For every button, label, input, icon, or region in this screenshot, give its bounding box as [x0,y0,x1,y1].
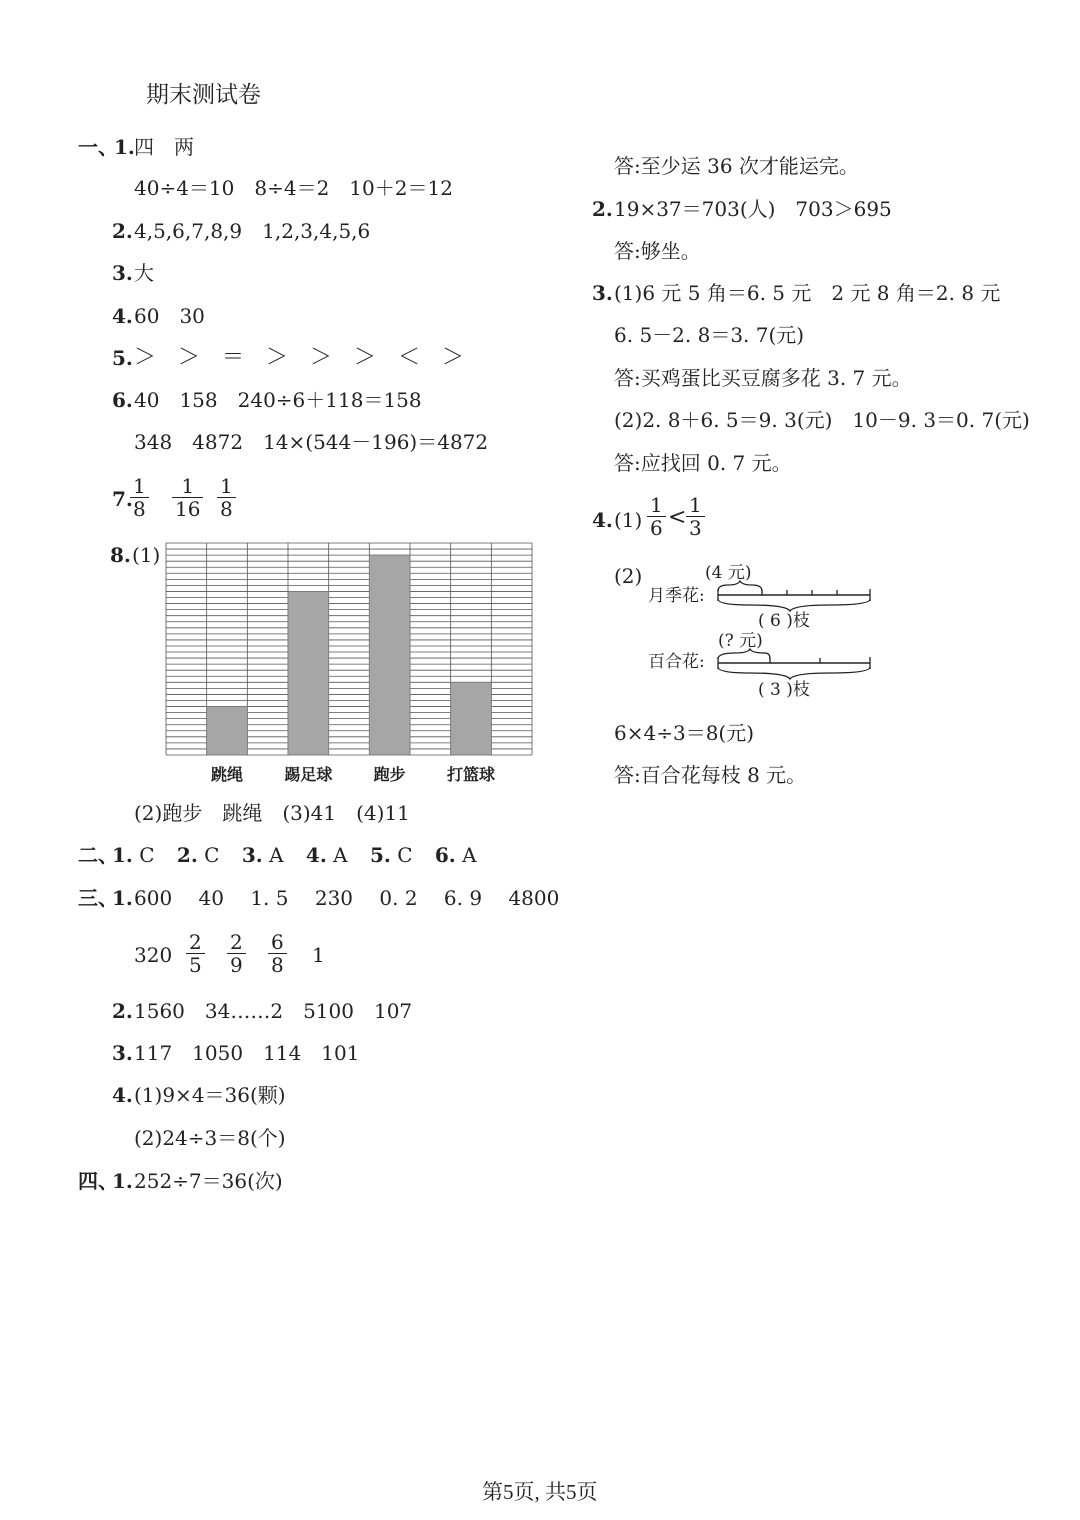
s2-q1-number: 1. [112,843,133,867]
section-3-heading: 三、 [78,886,118,910]
r-q4-answer: 答:百合花每枝 8 元。 [614,763,807,787]
s2-q2-answer: C [204,843,220,867]
denominator: 5 [189,953,202,977]
s1-q3-number: 3. [112,261,133,285]
numerator: 1 [647,494,666,517]
numerator: 1 [172,475,203,498]
bar-4 [451,682,492,755]
s1-q5-number: 5. [112,346,133,370]
s3-q1-tail: 1 [312,943,325,967]
s1-q7-fraction-2 [172,475,203,520]
s2-q4-answer: A [333,843,348,867]
bottom-price-label: (? 元) [718,631,763,651]
s1-q5-answer: ＞ ＞ ＝ ＞ ＞ ＞ ＜ ＞ [134,345,465,370]
r-q4-fraction-2 [686,494,705,539]
r-q2-working: 19×37＝703(人) 703＞695 [614,197,892,221]
r-q1-answer: 答:至少运 36 次才能运完。 [614,154,859,178]
top-count-label: ( 6 )枝 [758,611,810,631]
s3-q2-number: 2. [112,999,133,1023]
denominator: 16 [175,497,201,521]
r-q3-line-4: (2)2. 8＋6. 5＝9. 3(元) 10－9. 3＝0. 7(元) [614,408,1030,432]
bottom-row-label: 百合花: [648,652,705,672]
s3-q3-number: 3. [112,1041,133,1065]
numerator: 2 [227,931,246,954]
s1-q2-number: 2. [112,219,133,243]
bar-3 [369,555,410,755]
top-brace-below [718,599,870,611]
s4-q1-number: 1. [112,1169,133,1193]
s1-q7-number: 7. [112,487,133,511]
s3-q3-answer: 117 1050 114 101 [134,1041,360,1065]
top-price-label: (4 元) [705,563,752,583]
r-q2-number: 2. [592,197,613,221]
s3-q1-fraction-3 [268,931,287,976]
s1-q6-answer-1: 40 158 240÷6＋118＝158 [134,388,422,412]
r-q4-fraction-1 [647,494,666,539]
bar-2 [288,591,329,755]
s2-q6-number: 6. [434,843,456,867]
section-2-heading: 二、 [78,843,118,867]
s2-q5-number: 5. [369,843,391,867]
s1-q7-fraction-3 [217,475,236,520]
r-q2-answer: 答:够坐。 [614,239,701,263]
numerator: 2 [186,931,205,954]
s1-q8-part1-label: (1) [132,543,161,567]
s3-q4-answer-2: (2)24÷3＝8(个) [134,1126,286,1150]
s3-q1-answer-1: 600 40 1. 5 230 0. 2 6. 9 4800 [134,886,560,910]
r-q4-part2-label: (2) [614,564,643,588]
r-q4-number: 4. [592,508,613,532]
less-than-sign: < [668,505,687,530]
s1-q1-number: 1. [114,135,135,159]
page-title: 期末测试卷 [146,82,261,108]
bottom-brace-below [718,667,870,679]
page-footer: 第5页, 共5页 [482,1480,598,1504]
s2-q3-answer: A [269,843,284,867]
s3-q4-answer-1: (1)9×4＝36(颗) [134,1083,286,1107]
bar-1 [207,707,248,755]
s1-q1-working: 40÷4＝10 8÷4＝2 10＋2＝12 [134,176,453,200]
s2-q6-answer: A [462,843,477,867]
category-label: 跑步 [373,765,406,784]
s3-q4-number: 4. [112,1083,133,1107]
s1-q2-answer: 4,5,6,7,8,9 1,2,3,4,5,6 [134,219,371,243]
s1-q6-answer-2: 348 4872 14×(544－196)＝4872 [134,430,489,454]
bottom-count-label: ( 3 )枝 [758,680,810,700]
numerator: 6 [268,931,287,954]
r-q4-part1-label: (1) [614,508,643,532]
s2-q2-number: 2. [176,843,198,867]
numerator: 1 [217,475,236,498]
top-row-label: 月季花: [648,586,705,606]
section-4-heading: 四、 [78,1169,118,1193]
s1-q7-fraction-1 [130,475,149,520]
s2-answer-row [112,842,477,868]
s3-q1-fraction-2 [227,931,246,976]
denominator: 8 [220,497,233,521]
r-q3-number: 3. [592,281,613,305]
s1-q8-other-answers: (2)跑步 跳绳 (3)41 (4)11 [134,801,410,825]
s1-q4-number: 4. [112,304,133,328]
r-q4-calculation: 6×4÷3＝8(元) [614,721,755,745]
s2-q4-number: 4. [305,843,327,867]
category-label: 踢足球 [284,765,333,784]
r-q3-line-3: 答:买鸡蛋比买豆腐多花 3. 7 元。 [614,366,912,390]
s1-q1-answer: 四 两 [134,135,194,159]
category-label: 跳绳 [210,765,244,784]
bar-chart [165,541,535,786]
r-q3-line-1: (1)6 元 5 角＝6. 5 元 2 元 8 角＝2. 8 元 [614,281,1001,305]
r-q3-line-2: 6. 5－2. 8＝3. 7(元) [614,323,805,347]
denominator: 6 [650,516,663,540]
segment-diagram [600,555,890,705]
denominator: 3 [689,516,702,540]
s2-q1-answer: C [139,843,155,867]
denominator: 8 [271,953,284,977]
denominator: 8 [133,497,146,521]
s3-q1-fraction-1 [186,931,205,976]
s3-q1-lead: 320 [134,943,173,967]
s1-q6-number: 6. [112,388,133,412]
s1-q8-number: 8. [110,543,131,567]
s4-q1-answer: 252÷7＝36(次) [134,1169,283,1193]
numerator: 1 [686,494,705,517]
s2-q5-answer: C [397,843,413,867]
category-label: 打篮球 [446,765,496,784]
numerator: 1 [130,475,149,498]
section-1-heading: 一、 [78,135,118,159]
s3-q1-number: 1. [112,886,133,910]
s3-q2-answer: 1560 34……2 5100 107 [134,999,413,1023]
s2-q3-number: 3. [241,843,263,867]
s1-q3-answer: 大 [134,261,154,285]
r-q3-line-5: 答:应找回 0. 7 元。 [614,451,792,475]
denominator: 9 [230,953,243,977]
s1-q4-answer: 60 30 [134,304,205,328]
